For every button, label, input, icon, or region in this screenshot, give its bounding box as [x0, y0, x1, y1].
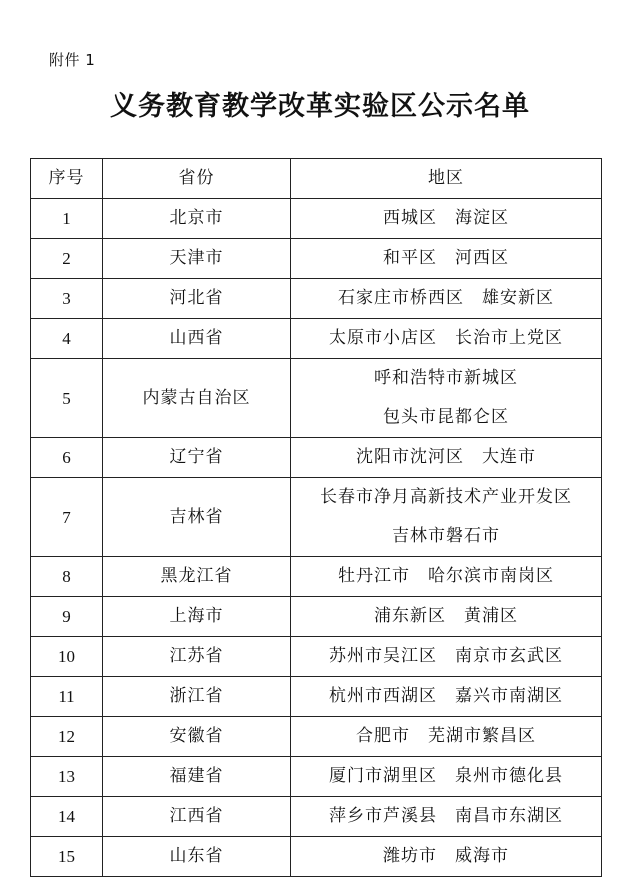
table-row	[31, 199, 602, 239]
attachment-label: 附件 1	[49, 51, 96, 69]
row-index: 14	[31, 797, 103, 837]
row-regions	[291, 677, 602, 717]
row-index: 2	[31, 239, 103, 279]
row-province: 安徽省	[103, 717, 291, 757]
table-header-row	[31, 159, 602, 199]
region-line: 浦东新区 黄浦区	[374, 606, 518, 626]
region-line: 长春市净月高新技术产业开发区	[320, 487, 572, 507]
row-index: 8	[31, 557, 103, 597]
region-line: 潍坊市 威海市	[383, 846, 509, 866]
table-row	[31, 837, 602, 877]
row-index: 4	[31, 319, 103, 359]
row-province: 上海市	[103, 597, 291, 637]
header-province: 省份	[103, 159, 291, 199]
row-province: 山西省	[103, 319, 291, 359]
row-regions	[291, 597, 602, 637]
row-regions	[291, 359, 602, 438]
region-line: 厦门市湖里区 泉州市德化县	[329, 766, 563, 786]
row-index: 3	[31, 279, 103, 319]
region-line: 西城区 海淀区	[383, 208, 509, 228]
row-province: 山东省	[103, 837, 291, 877]
row-province: 黑龙江省	[103, 557, 291, 597]
row-index: 6	[31, 438, 103, 478]
row-index: 13	[31, 757, 103, 797]
row-regions	[291, 757, 602, 797]
row-province: 北京市	[103, 199, 291, 239]
header-region: 地区	[291, 159, 602, 199]
row-index: 15	[31, 837, 103, 877]
row-province: 天津市	[103, 239, 291, 279]
table-body	[31, 199, 602, 877]
table-row	[31, 279, 602, 319]
row-province: 辽宁省	[103, 438, 291, 478]
row-index: 9	[31, 597, 103, 637]
row-index: 11	[31, 677, 103, 717]
row-province: 福建省	[103, 757, 291, 797]
region-line: 和平区 河西区	[383, 248, 509, 268]
row-regions	[291, 717, 602, 757]
page-title: 义务教育教学改革实验区公示名单	[110, 91, 530, 122]
table-row	[31, 478, 602, 557]
row-index: 5	[31, 359, 103, 438]
table-row	[31, 637, 602, 677]
row-province: 吉林省	[103, 478, 291, 557]
row-index: 10	[31, 637, 103, 677]
table-row	[31, 597, 602, 637]
row-regions	[291, 557, 602, 597]
row-regions	[291, 438, 602, 478]
row-regions	[291, 837, 602, 877]
region-line: 杭州市西湖区 嘉兴市南湖区	[329, 686, 563, 706]
region-line: 沈阳市沈河区 大连市	[356, 447, 536, 467]
table-row	[31, 717, 602, 757]
pilot-zone-table	[30, 158, 602, 877]
row-index: 7	[31, 478, 103, 557]
row-province: 江苏省	[103, 637, 291, 677]
row-regions	[291, 797, 602, 837]
region-line: 太原市小店区 长治市上党区	[329, 328, 563, 348]
row-index: 1	[31, 199, 103, 239]
row-province: 河北省	[103, 279, 291, 319]
region-line: 吉林市磐石市	[392, 526, 500, 546]
region-line: 呼和浩特市新城区	[374, 368, 518, 388]
table-row	[31, 239, 602, 279]
row-regions	[291, 319, 602, 359]
table-row	[31, 677, 602, 717]
table-row	[31, 797, 602, 837]
table-row	[31, 319, 602, 359]
row-regions	[291, 478, 602, 557]
row-province: 浙江省	[103, 677, 291, 717]
table-row	[31, 557, 602, 597]
row-province: 江西省	[103, 797, 291, 837]
header-index: 序号	[31, 159, 103, 199]
row-regions	[291, 637, 602, 677]
table-row	[31, 359, 602, 438]
region-line: 包头市昆都仑区	[383, 407, 509, 427]
region-line: 牡丹江市 哈尔滨市南岗区	[338, 566, 554, 586]
region-line: 苏州市吴江区 南京市玄武区	[329, 646, 563, 666]
region-line: 石家庄市桥西区 雄安新区	[338, 288, 554, 308]
row-index: 12	[31, 717, 103, 757]
row-regions	[291, 199, 602, 239]
region-line: 合肥市 芜湖市繁昌区	[356, 726, 536, 746]
row-province: 内蒙古自治区	[103, 359, 291, 438]
row-regions	[291, 239, 602, 279]
region-line: 萍乡市芦溪县 南昌市东湖区	[329, 806, 563, 826]
table-row	[31, 438, 602, 478]
table-row	[31, 757, 602, 797]
row-regions	[291, 279, 602, 319]
